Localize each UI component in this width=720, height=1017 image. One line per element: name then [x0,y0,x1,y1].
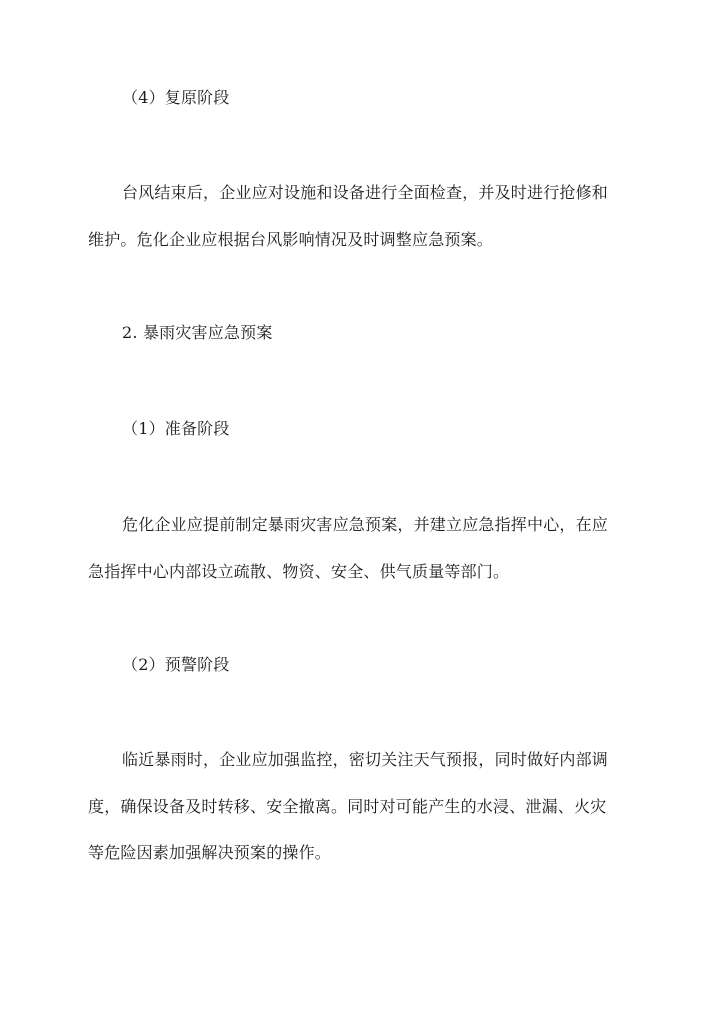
paragraph-warning-line-2: 度，确保设备及时转移、安全撤离。同时对可能产生的水浸、泄漏、火灾 [88,797,607,816]
paragraph-restoration-line-2: 维护。危化企业应根据台风影响情况及时调整应急预案。 [88,230,494,249]
paragraph-warning-line-3: 等危险因素加强解决预案的操作。 [88,843,332,862]
paragraph-preparation-line-1: 危化企业应提前制定暴雨灾害应急预案，并建立应急指挥中心，在应 [122,515,609,534]
paragraph-preparation-line-2: 急指挥中心内部设立疏散、物资、安全、供气质量等部门。 [88,562,510,581]
paragraph-restoration-line-1: 台风结束后，企业应对设施和设备进行全面检查，并及时进行抢修和 [122,183,609,202]
paragraph-warning-line-1: 临近暴雨时，企业应加强监控，密切关注天气预报，同时做好内部调 [122,750,609,769]
section-heading-preparation-stage: （1）准备阶段 [122,419,230,438]
section-heading-warning-stage: （2）预警阶段 [122,655,230,674]
section-heading-restoration-stage: （4）复原阶段 [122,88,230,107]
section-heading-rainstorm-plan: 2. 暴雨灾害应急预案 [122,323,273,342]
